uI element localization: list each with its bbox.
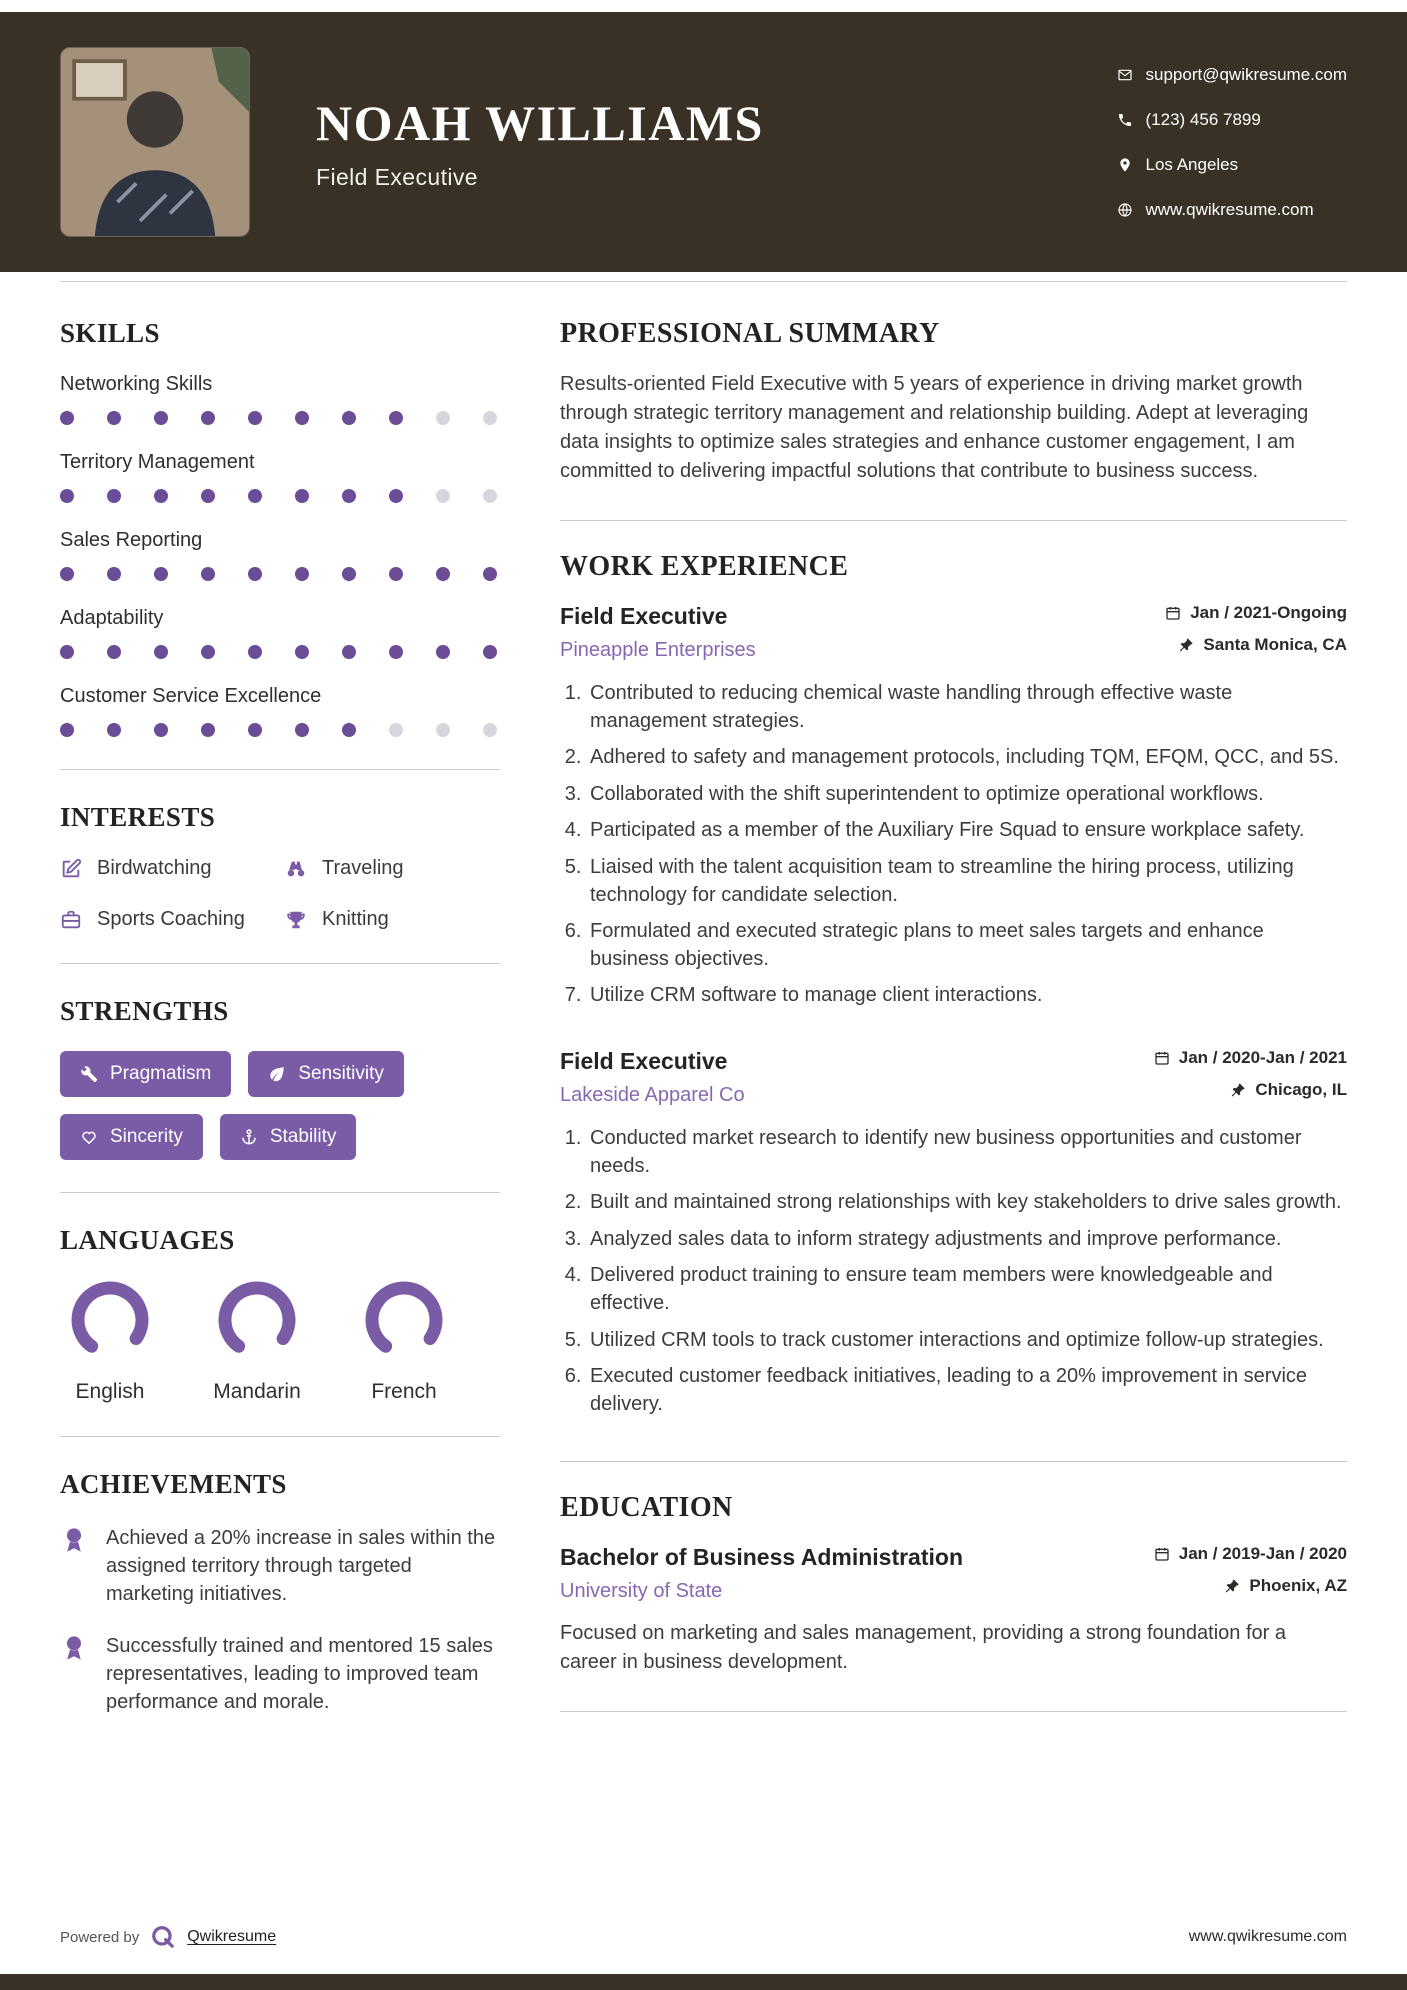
language-label: French — [371, 1380, 437, 1403]
skill-dot — [389, 723, 403, 737]
job-bullet: 5. Utilized CRM tools to track customer interactions and optimize follow-up strategies. — [587, 1327, 1347, 1355]
summary-section — [560, 318, 1347, 521]
job-location: Santa Monica, CA — [1203, 635, 1347, 654]
strengths-heading: STRENGTHS — [60, 996, 229, 1026]
skill-dot — [295, 645, 309, 659]
summary-text: Results-oriented Field Executive with 5 years of experience in driving market growth through strategic territory management and relationship building. Adept at leveraging data insights to optimize sales strategies and enhance customer engagement, I am committed to delivering impactful solutions that contribute to business success. — [560, 373, 1309, 482]
job-bullet: 2. Adhered to safety and management protocols, including TQM, EFQM, QCC, and 5S. — [587, 744, 1347, 772]
job-bullet: 1. Conducted market research to identify new business opportunities and customer needs. — [587, 1125, 1347, 1180]
skill-dot — [154, 567, 168, 581]
job-bullet: 2. Built and maintained strong relationships with key stakeholders to drive sales growth. — [587, 1189, 1347, 1217]
language-donut — [70, 1280, 150, 1360]
language-label: English — [75, 1380, 145, 1403]
education-meta — [1154, 1544, 1347, 1596]
skill-dot — [107, 567, 121, 581]
wrench-icon — [80, 1065, 98, 1083]
skill-dot — [248, 489, 262, 503]
interest-item — [60, 857, 285, 880]
skill-dot — [295, 489, 309, 503]
job-bullet: 3. Analyzed sales data to inform strategy adjustments and improve performance. — [587, 1226, 1347, 1254]
skill-dot — [389, 645, 403, 659]
right-column — [560, 318, 1347, 1742]
left-column — [60, 318, 500, 1780]
skill-dot — [389, 411, 403, 425]
skill-dot — [154, 411, 168, 425]
skill-dot — [436, 411, 450, 425]
profile-photo — [60, 47, 250, 237]
skill-item — [60, 685, 500, 737]
school-name[interactable]: University of State — [560, 1580, 723, 1603]
candidate-title: Field Executive — [316, 163, 478, 190]
job-entry — [560, 603, 1347, 1010]
candidate-name: NOAH WILLIAMS — [316, 94, 764, 151]
heart-icon — [80, 1128, 98, 1146]
skills-list — [60, 373, 500, 737]
job-bullet: 1. Contributed to reducing chemical waste handling through effective waste management strategies. — [587, 680, 1347, 735]
contact-item[interactable] — [1117, 65, 1348, 85]
skill-dot — [60, 489, 74, 503]
email-icon — [1117, 67, 1133, 83]
interest-label: Birdwatching — [97, 857, 212, 879]
strength-label: Pragmatism — [110, 1063, 212, 1084]
language-donut — [364, 1280, 444, 1360]
skill-dot — [295, 411, 309, 425]
calendar-icon — [1154, 1050, 1170, 1066]
job-bullet: 4. Delivered product training to ensure team members were knowledgeable and effective. — [587, 1262, 1347, 1317]
skill-dot — [342, 723, 356, 737]
strength-pill — [220, 1114, 357, 1160]
interests-grid — [60, 857, 500, 931]
identity-block — [316, 94, 764, 191]
education-header — [560, 1544, 1347, 1603]
interests-heading: INTERESTS — [60, 802, 216, 832]
languages-section — [60, 1225, 500, 1437]
education-dates-row — [1154, 1544, 1347, 1564]
skill-dot — [483, 411, 497, 425]
skills-section — [60, 318, 500, 770]
achievements-heading: ACHIEVEMENTS — [60, 1469, 287, 1499]
logo-icon — [150, 1924, 176, 1950]
pushpin-icon — [1230, 1082, 1246, 1098]
job-company[interactable]: Lakeside Apparel Co — [560, 1083, 745, 1106]
skill-dot — [201, 411, 215, 425]
achievement-text: Achieved a 20% increase in sales within the assigned territory through targeted marketing initiatives. — [106, 1527, 496, 1605]
skill-dot — [201, 645, 215, 659]
language-item — [213, 1280, 301, 1404]
profile-photo-placeholder — [61, 48, 249, 236]
contact-list — [1117, 65, 1348, 220]
job-header — [560, 1048, 1347, 1107]
qwikresume-link[interactable]: Qwikresume — [187, 1928, 277, 1945]
skill-dot — [295, 567, 309, 581]
skill-dots — [60, 411, 500, 425]
skills-heading: SKILLS — [60, 318, 160, 348]
interest-item — [60, 908, 285, 931]
header — [0, 12, 1407, 272]
award-icon — [60, 1526, 88, 1554]
job-title: Field Executive — [560, 1047, 728, 1074]
skill-dot — [154, 489, 168, 503]
degree-title: Bachelor of Business Administration — [560, 1544, 963, 1571]
job-bullet: 3. Collaborated with the shift superintendent to optimize operational workflows. — [587, 781, 1347, 809]
job-company[interactable]: Pineapple Enterprises — [560, 639, 756, 661]
powered-by-label: Powered by — [60, 1928, 140, 1946]
skill-dot — [107, 645, 121, 659]
education-dates: Jan / 2019-Jan / 2020 — [1178, 1544, 1347, 1564]
skill-item — [60, 373, 500, 425]
interest-item — [285, 857, 500, 880]
skill-dot — [342, 645, 356, 659]
job-meta — [1165, 603, 1347, 655]
edit-icon — [60, 858, 82, 880]
skill-dot — [389, 567, 403, 581]
skill-dot — [342, 411, 356, 425]
job-dates: Jan / 2020-Jan / 2021 — [1178, 1047, 1347, 1067]
skill-dot — [295, 723, 309, 737]
skill-item — [60, 607, 500, 659]
skill-dots — [60, 489, 500, 503]
leaf-icon — [268, 1065, 286, 1083]
skill-dot — [342, 567, 356, 581]
skill-dot — [107, 723, 121, 737]
strength-label: Stability — [269, 1126, 337, 1147]
job-bullet: 7. Utilize CRM software to manage client interactions. — [587, 982, 1347, 1010]
skill-name: Adaptability — [60, 607, 164, 629]
interests-section — [60, 802, 500, 964]
contact-item — [1117, 155, 1348, 175]
skill-dot — [107, 489, 121, 503]
job-title-block — [560, 1048, 745, 1107]
calendar-icon — [1165, 605, 1181, 621]
job-bullet: 6. Formulated and executed strategic plans to meet sales targets and enhance business objectives. — [587, 918, 1347, 973]
job-title: Field Executive — [560, 603, 728, 629]
languages-list — [60, 1280, 500, 1404]
job-bullet: 5. Liaised with the talent acquisition team to streamline the hiring process, utilizing technology for candidate selection. — [587, 854, 1347, 909]
trophy-icon — [285, 909, 307, 931]
strength-pill — [60, 1114, 203, 1160]
education-description: Focused on marketing and sales management, providing a strong foundation for a career in business development. — [560, 1622, 1286, 1674]
job-bullet: 4. Participated as a member of the Auxiliary Fire Squad to ensure workplace safety. — [587, 817, 1347, 845]
skill-dot — [342, 489, 356, 503]
education-heading: EDUCATION — [560, 1492, 733, 1524]
job-title-block — [560, 603, 756, 662]
skill-dots — [60, 645, 500, 659]
skill-dot — [154, 723, 168, 737]
interest-label: Knitting — [322, 908, 389, 930]
skill-dot — [436, 645, 450, 659]
contact-text: (123) 456 7899 — [1145, 109, 1261, 129]
languages-heading: LANGUAGES — [60, 1225, 235, 1255]
strength-pill — [248, 1051, 404, 1097]
skill-dot — [248, 411, 262, 425]
skill-name: Territory Management — [60, 451, 255, 473]
job-bullets — [560, 1125, 1347, 1418]
strength-label: Sensitivity — [298, 1063, 384, 1084]
skill-item — [60, 529, 500, 581]
experience-section — [560, 551, 1347, 1462]
language-donut — [217, 1280, 297, 1360]
education-section — [560, 1492, 1347, 1712]
skill-dot — [483, 489, 497, 503]
contact-text: support@qwikresume.com — [1145, 64, 1347, 84]
job-location-row — [1154, 1080, 1347, 1100]
phone-icon — [1117, 112, 1133, 128]
achievements-list — [60, 1524, 500, 1716]
achievement-item — [60, 1524, 500, 1608]
skill-dots — [60, 567, 500, 581]
globe-icon — [1117, 202, 1133, 218]
skill-name: Sales Reporting — [60, 529, 203, 551]
interest-label: Sports Coaching — [97, 908, 245, 930]
contact-text: www.qwikresume.com — [1145, 199, 1314, 219]
pushpin-icon — [1224, 1578, 1240, 1594]
job-header — [560, 603, 1347, 662]
skill-dot — [389, 489, 403, 503]
skill-dot — [154, 645, 168, 659]
language-label: Mandarin — [213, 1380, 301, 1403]
education-location-row — [1154, 1576, 1347, 1596]
page-top-margin — [0, 0, 1407, 12]
skill-dot — [436, 723, 450, 737]
binoculars-icon — [285, 858, 307, 880]
interest-item — [285, 908, 500, 931]
strength-pill — [60, 1051, 231, 1097]
contact-item[interactable] — [1117, 200, 1348, 220]
language-item — [364, 1280, 444, 1404]
footer — [0, 1898, 1407, 1974]
job-dates-row — [1165, 603, 1347, 623]
award-icon — [60, 1634, 88, 1662]
skill-name: Customer Service Excellence — [60, 685, 322, 707]
job-location: Chicago, IL — [1255, 1079, 1347, 1099]
location-icon — [1117, 157, 1133, 173]
skill-dot — [201, 723, 215, 737]
anchor-icon — [240, 1128, 258, 1146]
contact-item — [1117, 110, 1348, 130]
skill-dot — [201, 489, 215, 503]
bottom-bar — [0, 1974, 1407, 1990]
contact-text: Los Angeles — [1145, 154, 1239, 174]
strength-label: Sincerity — [110, 1126, 183, 1147]
skill-dot — [107, 411, 121, 425]
skill-item — [60, 451, 500, 503]
skill-dot — [248, 645, 262, 659]
footer-website[interactable]: www.qwikresume.com — [1188, 1928, 1347, 1945]
achievement-item — [60, 1632, 500, 1716]
skill-dot — [483, 645, 497, 659]
job-bullet: 6. Executed customer feedback initiatives, leading to a 20% improvement in service delivery. — [587, 1363, 1347, 1418]
skill-dot — [248, 567, 262, 581]
experience-heading: WORK EXPERIENCE — [560, 551, 849, 582]
skill-name: Networking Skills — [60, 373, 213, 395]
job-location-row — [1165, 635, 1347, 655]
calendar-icon — [1154, 1546, 1170, 1562]
pushpin-icon — [1178, 637, 1194, 653]
interest-label: Traveling — [322, 857, 404, 879]
job-meta — [1154, 1048, 1347, 1100]
skill-dot — [483, 567, 497, 581]
job-bullets — [560, 680, 1347, 1010]
skill-dot — [436, 489, 450, 503]
skill-dot — [201, 567, 215, 581]
skill-dot — [60, 723, 74, 737]
education-title-block — [560, 1544, 963, 1603]
skill-dot — [60, 411, 74, 425]
content — [0, 282, 1407, 1898]
skill-dot — [483, 723, 497, 737]
job-dates: Jan / 2021-Ongoing — [1190, 603, 1347, 622]
summary-heading: PROFESSIONAL SUMMARY — [560, 318, 940, 349]
education-location: Phoenix, AZ — [1249, 1576, 1347, 1596]
skill-dot — [60, 567, 74, 581]
achievements-section — [60, 1469, 500, 1748]
skill-dots — [60, 723, 500, 737]
skill-dot — [248, 723, 262, 737]
skill-dot — [60, 645, 74, 659]
skill-dot — [436, 567, 450, 581]
strengths-list — [60, 1051, 500, 1160]
briefcase-icon — [60, 909, 82, 931]
job-dates-row — [1154, 1048, 1347, 1068]
jobs-list — [560, 603, 1347, 1418]
job-entry — [560, 1048, 1347, 1418]
achievement-text: Successfully trained and mentored 15 sales representatives, leading to improved team performance and morale. — [106, 1635, 493, 1713]
strengths-section — [60, 996, 500, 1193]
language-item — [70, 1280, 150, 1404]
